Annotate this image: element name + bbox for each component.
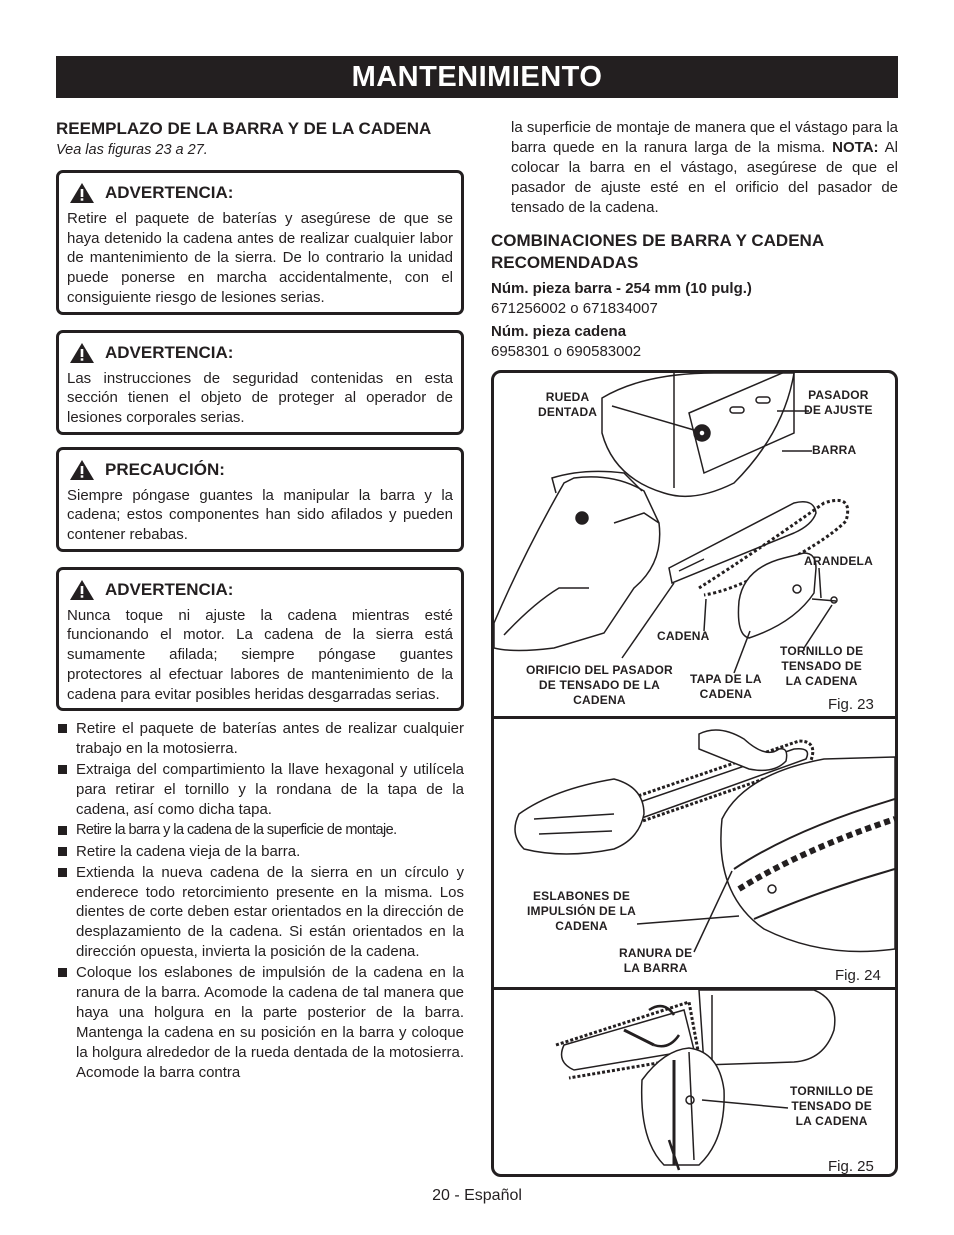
note-label: NOTA: xyxy=(832,138,879,156)
callout-text: ARANDELA xyxy=(804,554,873,568)
caution-label: PRECAUCIÓN: xyxy=(105,459,225,479)
warning-box-1 xyxy=(56,170,464,315)
right-column xyxy=(491,118,898,363)
list-item: Retire el paquete de baterías antes de realizar cualquier trabajo en la motosierra. xyxy=(56,719,464,759)
fig24-chain-install-illustration xyxy=(494,719,895,987)
warning-text: Retire el paquete de baterías y asegúrese de que se haya detenido la cadena antes de realizar cualquier labor de mantenimiento de la sierra. De lo contrario la unidad puede ponerse en marcha accidentalmente, con el consiguiente riesgo de lesiones serias. xyxy=(67,210,453,306)
figures-frame xyxy=(491,370,898,1177)
warning-label: ADVERTENCIA: xyxy=(105,579,234,599)
left-column xyxy=(56,118,464,1084)
callout-text: PASADOR DE AJUSTE xyxy=(804,388,873,417)
note-text: Al colocar la barra en el vástago, asegúrese de que el pasador de ajuste esté en el orificio del pasador de tensado de la cadena. xyxy=(511,138,898,216)
warning-triangle-icon xyxy=(69,182,95,204)
continued-paragraph: la superficie de montaje de manera que el vástago para la barra quede en la ranura larga de la misma. NOTA: Al colocar la barra en el vástago, asegúrese de que el pasador de ajuste esté en el orificio del pasador de tensado de la cadena. xyxy=(511,119,898,216)
warning-text: Nunca toque ni ajuste la cadena mientras esté funcionando el motor. La cadena de la sierra está sumamente afilada; siempre póngase guantes protectores al efectuar labores de mantenimiento de la cadena para evitar posibles heridas desgarradas serias. xyxy=(67,606,453,703)
list-item: Retire la cadena vieja de la barra. xyxy=(56,842,464,862)
list-item: Coloque los eslabones de impulsión de la cadena en la ranura de la barra. Acomode la cadena de tal manera que haya una holgura en la parte posterior de la barra. Mantenga la cadena en su posición en la barra y coloque la holgura alrededor de la rueda dentada de la motosierra. Acomode la barra contra xyxy=(56,963,464,1082)
bullet-square-icon xyxy=(58,847,67,856)
callout-text: ESLABONES DE IMPULSIÓN DE LA CADENA xyxy=(527,889,637,933)
callout-text: ORIFICIO DEL PASADOR DE TENSADO DE LA CADENA xyxy=(526,663,673,707)
see-figures-note: Vea las figuras 23 a 27. xyxy=(56,142,208,158)
warning-box-3 xyxy=(56,567,464,712)
callout-arandela xyxy=(804,554,873,569)
callout-text: RUEDA DENTADA xyxy=(538,390,598,419)
section-heading-combinations: COMBINACIONES DE BARRA Y CADENA RECOMENDADAS xyxy=(491,230,824,272)
callout-orificio-pasador xyxy=(526,663,673,708)
callout-tornillo-tensado xyxy=(780,644,863,689)
warning-box-header xyxy=(67,578,453,602)
warning-box-header xyxy=(67,181,453,205)
bullet-square-icon xyxy=(58,868,67,877)
list-item: Retire la barra y la cadena de la superficie de montaje. xyxy=(56,821,464,841)
callout-text: RANURA DE LA BARRA xyxy=(619,946,693,975)
callout-text: TAPA DE LA CADENA xyxy=(690,672,762,701)
warning-triangle-icon xyxy=(69,579,95,601)
callout-ranura-barra xyxy=(619,946,692,976)
bullet-square-icon xyxy=(58,826,67,835)
callout-eslabones-impulsion xyxy=(527,889,636,934)
page-footer: 20 - Español xyxy=(432,1187,522,1204)
callout-cadena xyxy=(657,629,710,644)
callout-text: TORNILLO DE TENSADO DE LA CADENA xyxy=(790,1084,874,1128)
section-heading-bar-chain: REEMPLAZO DE LA BARRA Y DE LA CADENA xyxy=(56,119,432,138)
figure-23-label: Fig. 23 xyxy=(828,696,874,713)
bullet-square-icon xyxy=(58,765,67,774)
list-item: Extraiga del compartimiento la llave hexagonal y utilícela para retirar el tornillo y la rondana de la tapa de la cadena, así como dicha tapa. xyxy=(56,760,464,820)
callout-text: BARRA xyxy=(812,443,857,457)
callout-tapa-cadena xyxy=(690,672,762,702)
warning-box-header xyxy=(67,341,453,365)
procedure-list xyxy=(56,719,464,1082)
chain-part-label: Núm. pieza cadena xyxy=(491,322,627,340)
caution-box xyxy=(56,447,464,552)
warning-label: ADVERTENCIA: xyxy=(105,342,234,362)
bar-part-value: 671256002 o 671834007 xyxy=(491,300,658,318)
caution-text: Siempre póngase guantes la manipular la barra y la cadena; estos componentes han sido afilados y pueden contener rebabas. xyxy=(67,486,453,544)
bar-part-label: Núm. pieza barra - 254 mm (10 pulg.) xyxy=(491,279,752,297)
callout-barra xyxy=(812,443,856,458)
chain-part-value: 6958301 o 690583002 xyxy=(491,343,642,361)
callout-tornillo-tensado-fig25 xyxy=(790,1084,873,1129)
page-title: MANTENIMIENTO xyxy=(56,56,898,98)
figure-25-label: Fig. 25 xyxy=(828,1158,874,1175)
caution-box-header xyxy=(67,458,453,482)
callout-pasador-ajuste xyxy=(804,388,873,418)
warning-triangle-icon xyxy=(69,342,95,364)
warning-text: Las instrucciones de seguridad contenidas en esta sección tienen el objeto de proteger al operador de lesiones corporales serias. xyxy=(67,369,453,426)
figure-24-label: Fig. 24 xyxy=(835,967,881,984)
callout-text: TORNILLO DE TENSADO DE LA CADENA xyxy=(780,644,864,688)
bullet-square-icon xyxy=(58,724,67,733)
bullet-square-icon xyxy=(58,968,67,977)
callout-rueda-dentada xyxy=(538,390,597,420)
warning-box-2 xyxy=(56,330,464,435)
warning-label: ADVERTENCIA: xyxy=(105,183,234,202)
list-item: Extienda la nueva cadena de la sierra en un círculo y enderece todo retorcimiento presente en la misma. Los dientes de corte deben estar orientados en la dirección de desplazamiento de la cadena. Si están orientados en la dirección opuesta, invierta la posición de la cadena. xyxy=(56,863,464,963)
warning-triangle-icon xyxy=(69,459,95,481)
callout-text: CADENA xyxy=(657,629,710,643)
